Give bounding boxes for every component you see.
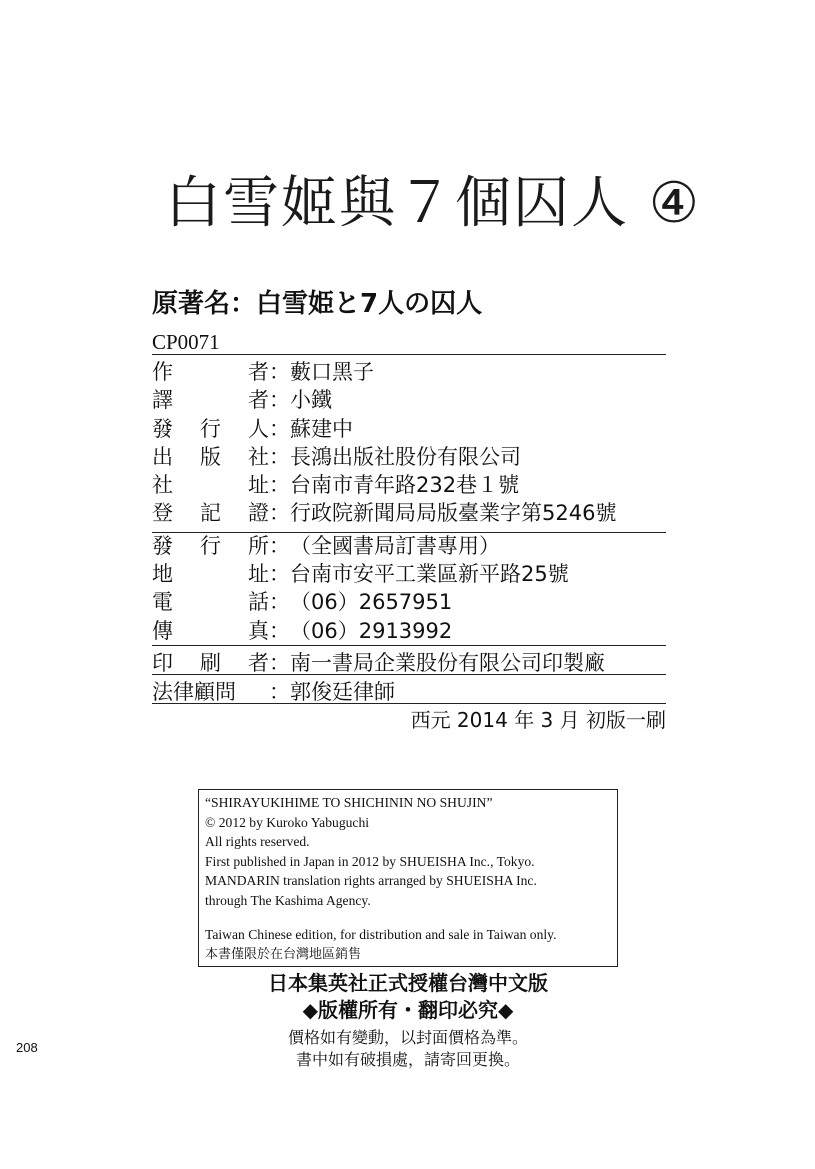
credit-row — [152, 617, 666, 645]
credit-row — [152, 560, 666, 588]
credit-row — [152, 358, 666, 386]
copyright-line: “SHIRAYUKIHIME TO SHICHININ NO SHUJIN” — [205, 795, 493, 810]
copyright-line: © 2012 by Kuroko Yabuguchi — [205, 814, 370, 830]
credit-row — [152, 415, 666, 443]
credit-separator: ： — [269, 650, 290, 675]
divider — [152, 354, 666, 355]
credit-label: 地 址 — [152, 562, 269, 587]
credit-label: 作 者 — [152, 360, 269, 384]
credit-value: 蘇建中 — [290, 416, 353, 441]
credit-value: （06）2913992 — [290, 618, 453, 643]
credit-value: 南一書局企業股份有限公司印製廠 — [290, 650, 605, 675]
credit-row — [152, 588, 666, 616]
credit-row — [152, 443, 666, 471]
price-note: 價格如有變動，以封面價格為準。 — [287, 1028, 528, 1047]
taiwan-cjk-line: 本書僅限於在台灣地區銷售 — [205, 946, 362, 962]
page-number: 208 — [16, 1040, 38, 1055]
diamond-icon: ◆ — [498, 998, 514, 1022]
original-title: 原著名：白雪姫と7人の囚人 — [152, 289, 483, 319]
credit-value: 小鐵 — [290, 388, 332, 413]
credit-value: 台南市安平工業區新平路25號 — [290, 562, 569, 587]
copyright-line: through The Kashima Agency. — [205, 892, 371, 908]
credit-separator: ： — [269, 501, 290, 526]
catalog-code: CP0071 — [152, 330, 220, 354]
credit-value: 藪口黑子 — [290, 360, 374, 384]
credit-label: 發 行 人 — [152, 416, 269, 441]
credit-value: 郭俊廷律師 — [290, 680, 395, 705]
authorization-line: 日本集英社正式授權台灣中文版 — [268, 971, 548, 995]
rights-text: 版權所有・翻印必究 — [318, 998, 498, 1022]
credit-row — [152, 499, 666, 527]
credit-separator: ： — [269, 388, 290, 413]
credit-separator: ： — [269, 562, 290, 587]
credit-row — [152, 471, 666, 499]
credit-label: 登 記 證 — [152, 501, 269, 526]
credit-separator: ： — [269, 680, 290, 705]
copyright-line: All rights reserved. — [205, 834, 310, 849]
book-title: 白雪姬與７個囚人 ④ — [165, 171, 702, 236]
credit-label: 印 刷 者 — [152, 650, 269, 675]
diamond-icon: ◆ — [302, 998, 318, 1022]
credit-value: 長鴻出版社股份有限公司 — [290, 444, 521, 469]
credit-value: 台南市青年路232巷１號 — [290, 473, 520, 498]
rights-line — [198, 997, 618, 1024]
credit-separator: ： — [269, 444, 290, 469]
credit-row-lawyer — [152, 678, 666, 706]
copyright-line: First published in Japan in 2012 by SHUEISHA Inc., Tokyo. — [205, 853, 535, 869]
credit-label: 譯 者 — [152, 388, 269, 413]
credits-list — [152, 358, 666, 707]
credit-row — [152, 532, 666, 560]
credit-row — [152, 386, 666, 414]
credit-value: 行政院新聞局局版臺業字第5246號 — [290, 501, 617, 526]
damage-note: 書中如有破損處，請寄回更換。 — [295, 1050, 520, 1069]
credit-separator: ： — [269, 533, 290, 558]
credit-label: 電 話 — [152, 590, 269, 615]
credit-label: 社 址 — [152, 473, 269, 498]
copyright-line: MANDARIN translation rights arranged by SHUEISHA Inc. — [205, 873, 537, 888]
credit-value: （06）2657951 — [290, 590, 453, 615]
credit-separator: ： — [269, 590, 290, 615]
taiwan-line: Taiwan Chinese edition, for distribution and sale in Taiwan only. — [205, 927, 557, 942]
credit-label: 法 律 顧 問 — [152, 680, 236, 705]
credit-separator: ： — [269, 618, 290, 643]
credit-label: 發 行 所 — [152, 533, 269, 558]
credit-separator: ： — [269, 416, 290, 441]
copyright-box — [198, 789, 618, 967]
credit-separator: ： — [269, 360, 290, 384]
credit-separator: ： — [269, 473, 290, 498]
credit-label: 出 版 社 — [152, 444, 269, 469]
credit-row-printer — [152, 649, 666, 677]
credit-value: （全國書局訂書專用） — [290, 533, 500, 558]
credit-label: 傳 真 — [152, 618, 269, 643]
edition-line: 西元 2014 年 3 月 初版一刷 — [410, 708, 666, 732]
